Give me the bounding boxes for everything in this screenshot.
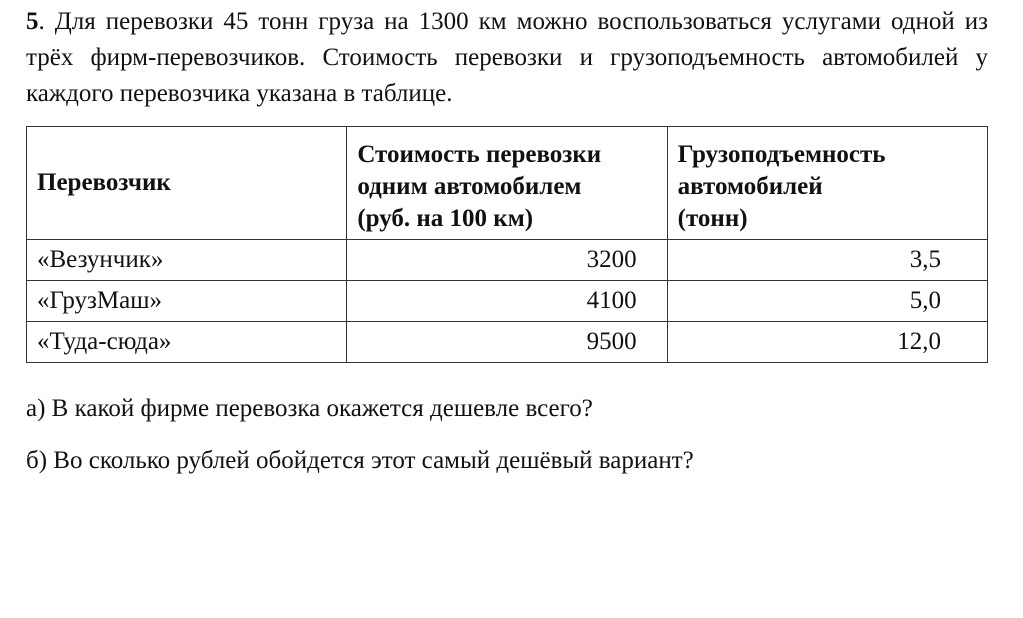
cell-capacity: 12,0	[667, 322, 987, 363]
header-cost-line-3: (руб. на 100 км)	[357, 205, 534, 232]
question-a: а) В какой фирме перевозка окажется дешевле всего?	[26, 395, 593, 422]
cell-carrier: «Туда-сюда»	[27, 322, 347, 363]
cell-carrier: «ГрузМаш»	[27, 281, 347, 322]
cell-cost: 3200	[347, 240, 667, 281]
problem-statement	[26, 4, 988, 112]
header-carrier	[27, 127, 347, 240]
header-cost-line-1: Стоимость перевозки	[357, 141, 602, 168]
cell-carrier: «Везунчик»	[27, 240, 347, 281]
header-cost	[347, 127, 667, 240]
header-cost-line-2: одним автомобилем	[357, 173, 582, 200]
header-carrier-line: Перевозчик	[37, 169, 171, 196]
cell-cost: 9500	[347, 322, 667, 363]
carriers-table	[26, 126, 988, 363]
problem-text: . Для перевозки 45 тонн груза на 1300 км можно воспользоваться услугами одной из трёх фирм-перевозчиков. Стоимость перевозки и грузоподъемность автомобилей у каждого перевозчика указана в таблице.	[26, 8, 988, 107]
cell-capacity: 3,5	[667, 240, 987, 281]
header-capacity	[667, 127, 987, 240]
cell-capacity: 5,0	[667, 281, 987, 322]
table-row	[27, 240, 988, 281]
table-header-row	[27, 127, 988, 240]
table-row	[27, 281, 988, 322]
cell-cost: 4100	[347, 281, 667, 322]
header-capacity-line-2: автомобилей	[677, 173, 823, 200]
document-page	[26, 4, 988, 479]
problem-number: 5	[26, 8, 39, 35]
header-capacity-line-3: (тонн)	[677, 205, 748, 232]
table-row	[27, 322, 988, 363]
question-b: б) Во сколько рублей обойдется этот самый дешёвый вариант?	[26, 447, 694, 474]
header-capacity-line-1: Грузоподъемность	[677, 141, 886, 168]
